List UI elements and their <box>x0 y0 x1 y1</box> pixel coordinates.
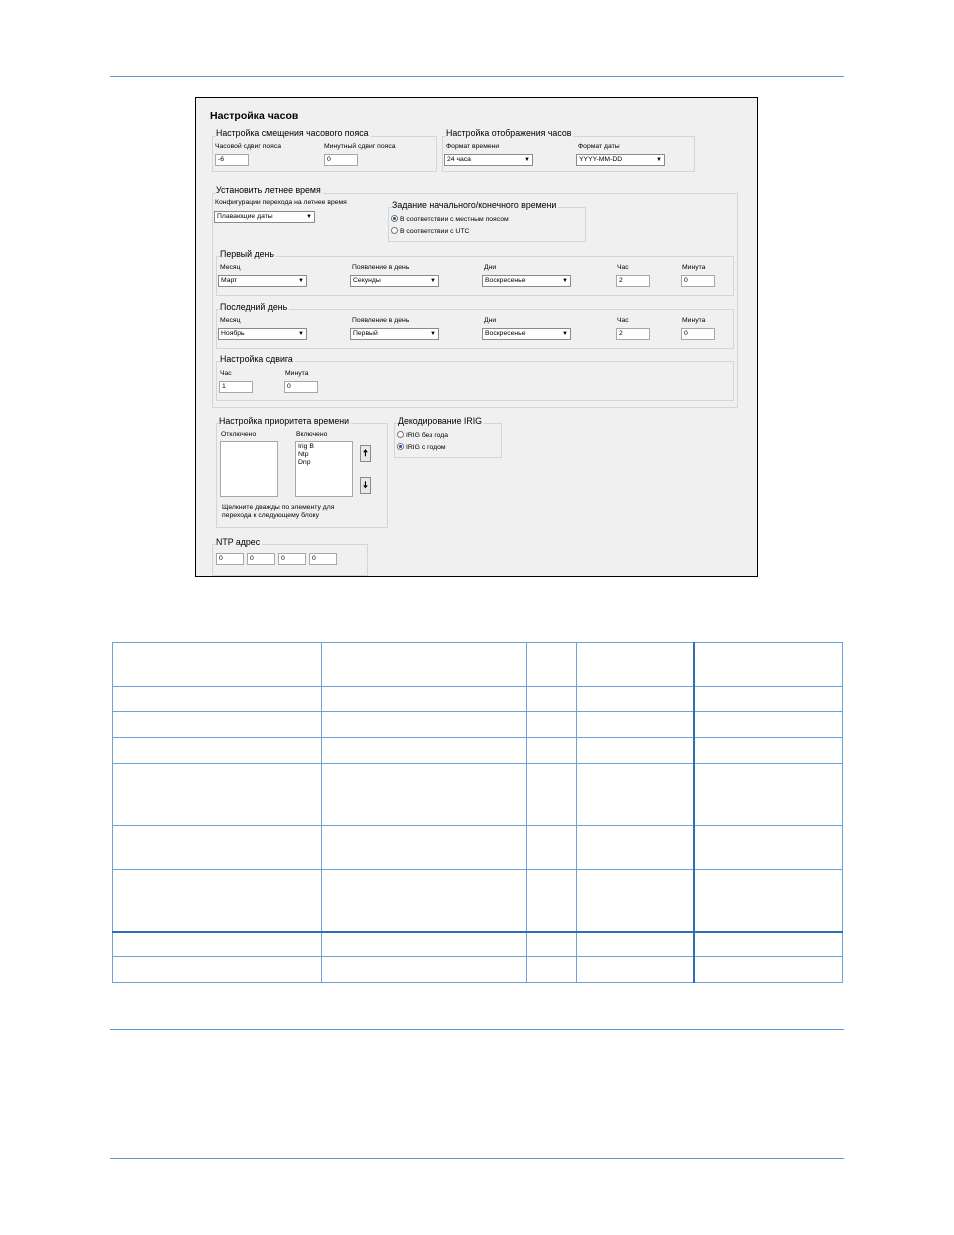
priority-group-label: Настройка приоритета времени <box>219 416 349 426</box>
table-cell <box>694 643 843 687</box>
table-row <box>113 687 843 712</box>
irig-group-label: Декодирование IRIG <box>398 416 482 426</box>
last-occurrence-value: Первый <box>353 330 378 337</box>
first-hour-label: Час <box>617 264 629 271</box>
first-days-value: Воскресенье <box>485 277 526 284</box>
table-cell <box>527 643 577 687</box>
table-cell <box>527 932 577 957</box>
table-cell <box>322 764 527 826</box>
clock-settings-screenshot <box>195 97 758 577</box>
chevron-down-icon: ▼ <box>430 331 436 337</box>
first-occurrence-value: Секунды <box>353 277 381 284</box>
table-cell <box>577 932 694 957</box>
empty-settings-table <box>112 642 843 983</box>
first-occurrence-select[interactable] <box>350 275 439 287</box>
hour-offset-input[interactable]: -6 <box>215 154 249 166</box>
enabled-list[interactable] <box>295 441 353 497</box>
table-cell <box>113 687 322 712</box>
table-cell <box>694 932 843 957</box>
bias-hour-label: Час <box>220 370 232 377</box>
table-cell <box>694 738 843 764</box>
bias-minute-input[interactable]: 0 <box>284 381 318 393</box>
table-cell <box>113 957 322 983</box>
radio-selected-icon <box>397 443 404 450</box>
time-format-select[interactable] <box>444 154 533 166</box>
time-format-value: 24 часа <box>447 156 471 163</box>
timezone-group-label: Настройка смещения часового пояса <box>216 128 369 138</box>
table-cell <box>322 870 527 932</box>
first-days-label: Дни <box>484 264 497 271</box>
radio-local-zone[interactable] <box>391 215 509 224</box>
last-minute-label: Минута <box>682 317 706 324</box>
bias-hour-input[interactable]: 1 <box>219 381 253 393</box>
list-item[interactable]: Irig B <box>298 443 314 450</box>
table-cell <box>694 957 843 983</box>
first-day-label: Первый день <box>220 249 274 259</box>
disabled-list-label: Отключено <box>221 431 257 438</box>
section-rule <box>110 1029 844 1030</box>
table-cell <box>577 826 694 870</box>
hour-offset-label: Часовой сдвиг пояса <box>215 143 282 150</box>
startend-group-label: Задание начального/конечного времени <box>392 200 557 210</box>
bias-minute-label: Минута <box>285 370 309 377</box>
list-item[interactable]: Ntp <box>298 451 309 458</box>
table-cell <box>527 738 577 764</box>
last-hour-label: Час <box>617 317 629 324</box>
chevron-down-icon: ▼ <box>298 331 304 337</box>
table-cell <box>577 712 694 738</box>
table-cell <box>322 957 527 983</box>
first-minute-input[interactable]: 0 <box>681 275 715 287</box>
table-row <box>113 643 843 687</box>
arrow-down-icon: 🠇 <box>363 480 368 490</box>
chevron-down-icon: ▼ <box>524 157 530 163</box>
last-minute-input[interactable]: 0 <box>681 328 715 340</box>
first-minute-label: Минута <box>682 264 706 271</box>
last-month-label: Месяц <box>220 317 241 324</box>
chevron-down-icon: ▼ <box>298 278 304 284</box>
table-cell <box>322 932 527 957</box>
dst-group-label: Установить летнее время <box>216 185 321 195</box>
table-cell <box>322 643 527 687</box>
table-row <box>113 870 843 932</box>
last-occurrence-label: Появление в день <box>352 317 410 324</box>
radio-irig-with-year[interactable] <box>397 443 446 452</box>
dst-config-value: Плавающие даты <box>217 213 273 220</box>
radio-unselected-icon <box>391 227 398 234</box>
radio-irig-with-year-label: IRIG с годом <box>406 444 446 451</box>
first-days-select[interactable] <box>482 275 571 287</box>
radio-utc-label: В соответствии с UTC <box>400 228 470 235</box>
first-hour-input[interactable]: 2 <box>616 275 650 287</box>
table-row <box>113 738 843 764</box>
display-group-label: Настройка отображения часов <box>446 128 572 138</box>
table-row <box>113 764 843 826</box>
table-row <box>113 932 843 957</box>
last-month-value: Ноябрь <box>221 330 245 337</box>
table-cell <box>694 712 843 738</box>
enabled-list-label: Включено <box>296 431 328 438</box>
table-cell <box>322 738 527 764</box>
table-row <box>113 957 843 983</box>
table-cell <box>113 738 322 764</box>
table-cell <box>113 712 322 738</box>
table-row <box>113 826 843 870</box>
time-format-label: Формат времени <box>446 143 500 150</box>
ntp-octet-4[interactable]: 0 <box>309 553 337 565</box>
table-row <box>113 712 843 738</box>
table-cell <box>113 764 322 826</box>
first-month-label: Месяц <box>220 264 241 271</box>
last-hour-input[interactable]: 2 <box>616 328 650 340</box>
chevron-down-icon: ▼ <box>430 278 436 284</box>
disabled-list[interactable] <box>220 441 278 497</box>
minute-offset-input[interactable]: 0 <box>324 154 358 166</box>
table-cell <box>577 687 694 712</box>
last-days-select[interactable] <box>482 328 571 340</box>
bias-group-label: Настройка сдвига <box>220 354 293 364</box>
table-cell <box>322 687 527 712</box>
table-cell <box>694 764 843 826</box>
last-day-label: Последний день <box>220 302 288 312</box>
chevron-down-icon: ▼ <box>656 157 662 163</box>
table-cell <box>113 932 322 957</box>
date-format-value: YYYY-MM-DD <box>579 156 623 163</box>
date-format-label: Формат даты <box>578 143 620 150</box>
table-cell <box>322 712 527 738</box>
table-cell <box>113 826 322 870</box>
date-format-select[interactable] <box>576 154 665 166</box>
minute-offset-label: Минутный сдвиг пояса <box>324 143 396 150</box>
list-item[interactable]: Dnp <box>298 459 311 466</box>
table-cell <box>577 764 694 826</box>
priority-hint: Щелкните дважды по элементу для перехода к следующему блоку <box>222 504 335 519</box>
radio-local-zone-label: В соответствии с местным поясом <box>400 216 509 223</box>
chevron-down-icon: ▼ <box>562 331 568 337</box>
table-cell <box>527 712 577 738</box>
radio-irig-no-year[interactable] <box>397 431 448 440</box>
dst-config-label: Конфигурации перехода на летнее время <box>215 199 347 206</box>
radio-irig-no-year-label: IRIG без года <box>406 432 449 439</box>
ntp-octet-1[interactable]: 0 <box>216 553 244 565</box>
table-cell <box>527 826 577 870</box>
first-occurrence-label: Появление в день <box>352 264 410 271</box>
move-up-button[interactable] <box>360 445 371 462</box>
table-cell <box>577 738 694 764</box>
last-month-select[interactable] <box>218 328 307 340</box>
startend-frame <box>388 207 586 242</box>
dst-config-select[interactable] <box>214 211 315 223</box>
table-cell <box>694 826 843 870</box>
radio-utc[interactable] <box>391 227 469 236</box>
arrow-up-icon: 🠅 <box>363 448 368 458</box>
table-cell <box>527 687 577 712</box>
irig-frame <box>394 423 502 458</box>
ntp-group-label: NTP адрес <box>216 537 261 547</box>
table-cell <box>322 826 527 870</box>
first-month-value: Март <box>221 277 238 284</box>
last-occurrence-select[interactable] <box>350 328 439 340</box>
table-cell <box>577 643 694 687</box>
move-down-button[interactable] <box>360 477 371 494</box>
table-cell <box>113 643 322 687</box>
table-cell <box>527 870 577 932</box>
screen-title: Настройка часов <box>210 110 299 122</box>
first-month-select[interactable] <box>218 275 307 287</box>
table-cell <box>527 764 577 826</box>
radio-selected-icon <box>391 215 398 222</box>
chevron-down-icon: ▼ <box>306 214 312 220</box>
table-cell <box>694 687 843 712</box>
last-days-value: Воскресенье <box>485 330 526 337</box>
footer-rule <box>110 1158 844 1159</box>
last-days-label: Дни <box>484 317 497 324</box>
table-cell <box>577 957 694 983</box>
ntp-octet-2[interactable]: 0 <box>247 553 275 565</box>
table-cell <box>694 870 843 932</box>
chevron-down-icon: ▼ <box>562 278 568 284</box>
table-cell <box>577 870 694 932</box>
radio-unselected-icon <box>397 431 404 438</box>
ntp-octet-3[interactable]: 0 <box>278 553 306 565</box>
table-cell <box>113 870 322 932</box>
table-cell <box>527 957 577 983</box>
header-rule <box>110 76 844 77</box>
